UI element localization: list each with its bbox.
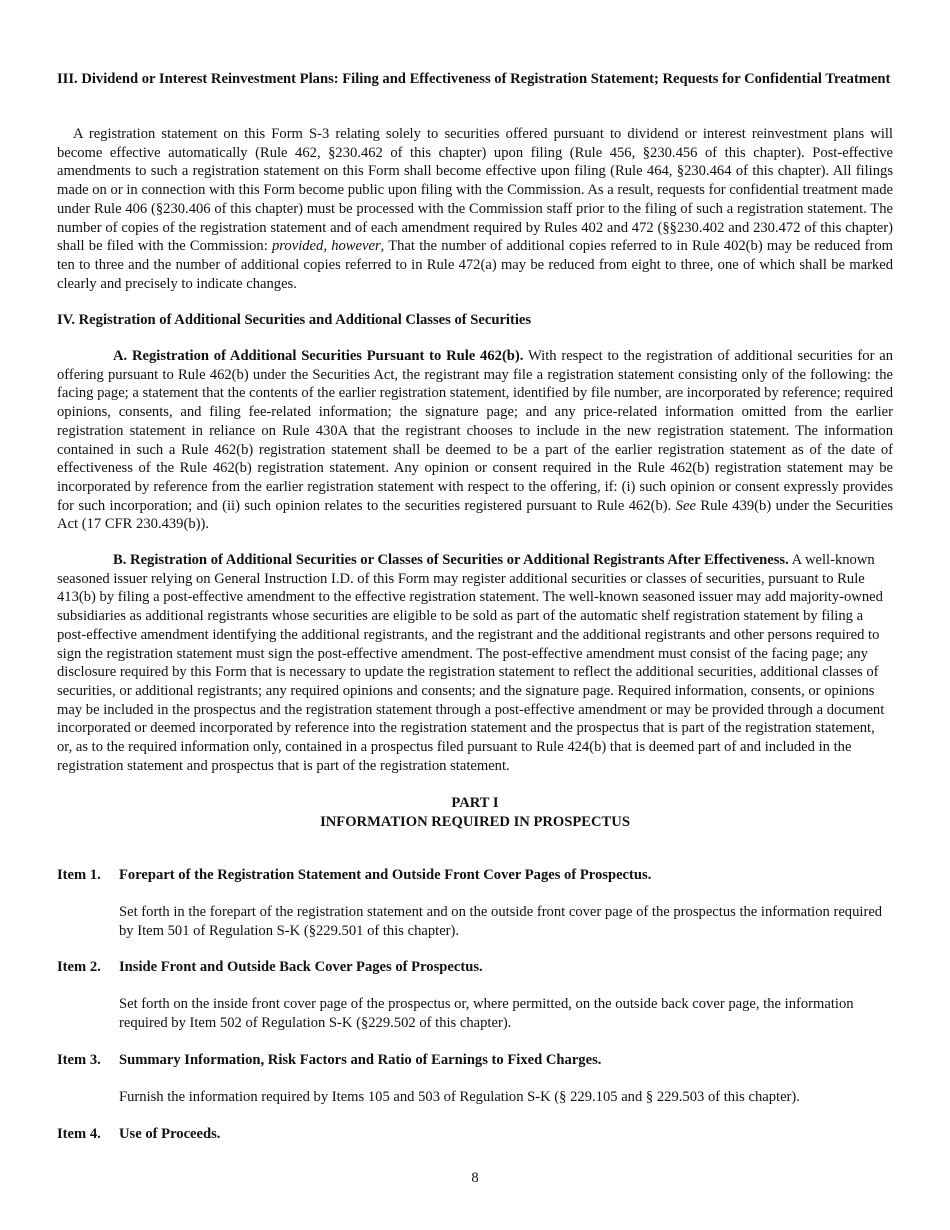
- item-2-heading: [57, 958, 893, 977]
- item-4-heading: [57, 1125, 893, 1144]
- subsection-a-heading: A. Registration of Additional Securities Pursuant to Rule 462(b).: [113, 348, 524, 364]
- paragraph-text: Rule 439(b) under the Securities Act (17 CFR 230.439(b)).: [57, 497, 893, 533]
- paragraph-text: A registration statement on this Form S-3 relating solely to securities offered pursuant to dividend or interest reinvestment plans will become effective automatically (Rule 462, §230.462 of this chapter) upon filing (Rule 456, §230.456 of this chapter). Post-effective amendments to such a registration statement on this Form shall become effective upon filing (Rule 464, §230.464 of this chapter). All filings made on or in connection with this Form become public upon filing with the Commission. As a result, requests for confidential treatment made under Rule 406 (§230.406 of this chapter) must be processed with the Commission staff prior to the filing of such a registration statement. The number of copies of the registration statement and of each amendment required by Rules 402 and 472 (§§230.402 and 230.472 of this chapter) shall be filed with the Commission:: [57, 126, 893, 255]
- item-title: Summary Information, Risk Factors and Ratio of Earnings to Fixed Charges.: [119, 1052, 602, 1068]
- part-subtitle: INFORMATION REQUIRED IN PROSPECTUS: [320, 814, 630, 830]
- item-number: Item 3.: [57, 1052, 101, 1068]
- item-number: Item 4.: [57, 1126, 101, 1142]
- item-1-heading: [57, 866, 893, 885]
- italic-phrase: provided, however: [272, 238, 381, 255]
- item-title: Inside Front and Outside Back Cover Pages of Prospectus.: [119, 959, 483, 975]
- item-1-text: Set forth in the forepart of the registration statement and on the outside front cover page of the prospectus the information required by Item 501 of Regulation S-K (§229.501 of this chapter).: [119, 904, 883, 939]
- subsection-a-paragraph: [57, 347, 893, 534]
- section-4-heading: IV. Registration of Additional Securities and Additional Classes of Securities: [57, 312, 532, 328]
- part-title: PART I: [451, 795, 499, 811]
- section-3-paragraph: [57, 125, 893, 293]
- item-title: Use of Proceeds.: [119, 1126, 221, 1142]
- item-3-heading: [57, 1051, 893, 1070]
- item-number: Item 2.: [57, 959, 101, 975]
- item-number: Item 1.: [57, 867, 101, 883]
- item-title: Forepart of the Registration Statement and Outside Front Cover Pages of Prospectus.: [119, 867, 652, 883]
- paragraph-text: A well-known seasoned issuer relying on General Instruction I.D. of this Form may register additional securities or classes of securities, pursuant to Rule 413(b) by filing a post-effective amendment to the effective registration statement. The well-known seasoned issuer may add majority-owned subsidiaries as additional registrants whose securities are eligible to be sold as part of the automatic shelf registration statement by filing a post-effective amendment identifying the additional registrants, and the registrant and the additional registrants and other persons required to sign the registration statement must sign the post-effective amendment. The post-effective amendment must consist of the facing page; any disclosure required by this Form that is necessary to update the registration statement to reflect the additional securities, additional classes of securities, or additional registrants; any required opinions and consents; and the signature page. Required information, consents, or opinions may be included in the prospectus and the registration statement through a post-effective amendment or may be provided through a document incorporated or deemed incorporated by reference into the registration statement and the prospectus that is part of the registration statement, or, as to the required information only, contained in a prospectus filed pursuant to Rule 424(b) that is deemed part of and included in the registration statement and prospectus that is part of the registration statement.: [57, 552, 885, 774]
- paragraph-text: With respect to the registration of additional securities for an offering pursuant to Rule 462(b) under the Securities Act, the registrant may file a registration statement consisting only of the following: the facing page; a statement that the contents of the earlier registration statement, identified by file number, are incorporated by reference; required opinions, consents, and filing fee-related information; the signature page; and any price-related information omitted from the earlier registration statement in reliance on Rule 430A that the registrant chooses to include in the new registration statement. The information contained in such a Rule 462(b) registration statement shall be deemed to be a part of the earlier registration statement as of the date of effectiveness of the Rule 462(b) registration statement. Any opinion or consent required in the Rule 462(b) registration statement may be incorporated by reference from the earlier registration statement with respect to the offering, if: (i) such opinion or consent expressly provides for such incorporation; and (ii) such opinion relates to the securities registered pursuant to Rule 462(b).: [57, 348, 894, 514]
- page-number: 8: [471, 1170, 479, 1186]
- section-3-heading: III. Dividend or Interest Reinvestment Plans: Filing and Effectiveness of Registration Statement; Requests for Confidential Treatment: [57, 71, 891, 87]
- item-3-text: Furnish the information required by Items 105 and 503 of Regulation S-K (§ 229.105 and § 229.503 of this chapter).: [119, 1089, 800, 1105]
- subsection-b-heading: B. Registration of Additional Securities or Classes of Securities or Additional Registrants After Effectiveness.: [113, 552, 789, 568]
- paragraph-text: , That the number of additional copies referred to in Rule 402(b) may be reduced from ten to three and the number of additional copies referred to in Rule 472(a) may be reduced from eight to three, one of which shall be marked clearly and precisely to indicate changes.: [57, 238, 893, 292]
- subsection-b-paragraph: [57, 551, 887, 775]
- italic-see: See: [675, 497, 696, 514]
- item-2-text: Set forth on the inside front cover page of the prospectus or, where permitted, on the outside back cover page, the information required by Item 502 of Regulation S-K (§229.502 of this chapter).: [119, 996, 854, 1031]
